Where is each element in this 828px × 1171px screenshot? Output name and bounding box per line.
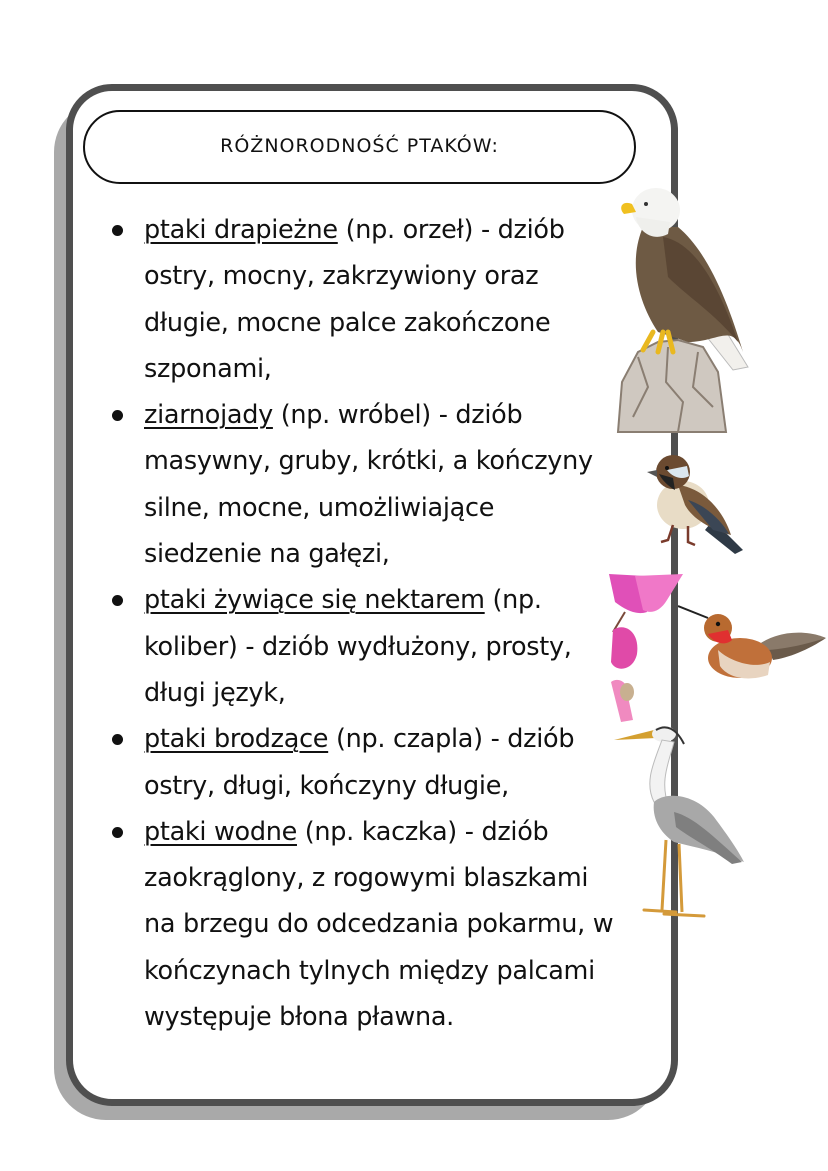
bullet-icon [112,225,123,236]
item-first-line [144,716,648,762]
item-text: (np. kaczka) - dziób [296,816,549,847]
item-first-line [144,207,648,253]
bird-types-list [108,207,648,1040]
item-term: ptaki wodne [144,816,297,847]
item-text: koliber) - dziób wydłużony, prosty, [144,631,572,662]
bullet-icon [112,410,123,421]
item-text: silne, mocne, umożliwiające [144,492,495,523]
item-text: siedzenie na gałęzi, [144,539,390,570]
item-text: (np. [484,585,542,616]
item-text: ostry, mocny, zakrzywiony oraz [144,261,539,292]
item-text: szponami, [144,353,272,384]
item-first-line [144,392,648,438]
sparrow-illustration-icon [643,450,751,558]
item-text: ostry, długi, kończyny długie, [144,770,509,801]
item-term: ptaki żywiące się nektarem [144,585,485,616]
heron-illustration-icon [614,722,746,922]
list-item-waterfowl [108,809,648,1040]
list-item-waders [108,716,648,809]
list-item-birds-of-prey [108,207,648,392]
item-text: długi język, [144,677,286,708]
item-text: (np. wróbel) - dziób [272,400,523,431]
item-first-line [144,577,648,623]
item-term: ptaki drapieżne [144,215,338,245]
item-first-line [144,809,648,855]
item-text: występuje błona pławna. [144,1002,454,1033]
item-text: na brzegu do odcedzania pokarmu, w [144,909,614,940]
item-term: ptaki brodzące [144,724,329,755]
page-title: RÓŻNORODNOŚĆ PTAKÓW: [220,135,499,157]
item-text: (np. orzeł) - dziób [337,215,565,245]
bullet-icon [112,827,123,838]
item-term: ziarnojady [144,400,273,431]
bullet-icon [112,595,123,606]
item-text: masywny, gruby, krótki, a kończyny [144,446,593,477]
item-text: (np. czapla) - dziób [328,724,575,755]
eagle-illustration-icon [608,182,758,434]
bullet-icon [112,734,123,745]
list-item-nectar-feeders [108,577,648,716]
item-text: długie, mocne palce zakończone [144,307,551,338]
item-text: zaokrąglony, z rogowymi blaszkami [144,863,589,894]
hummingbird-illustration-icon [678,600,828,690]
title-banner [83,110,636,184]
flower-illustration-icon [605,572,685,724]
list-item-granivores [108,392,648,577]
item-text: kończynach tylnych między palcami [144,955,595,986]
